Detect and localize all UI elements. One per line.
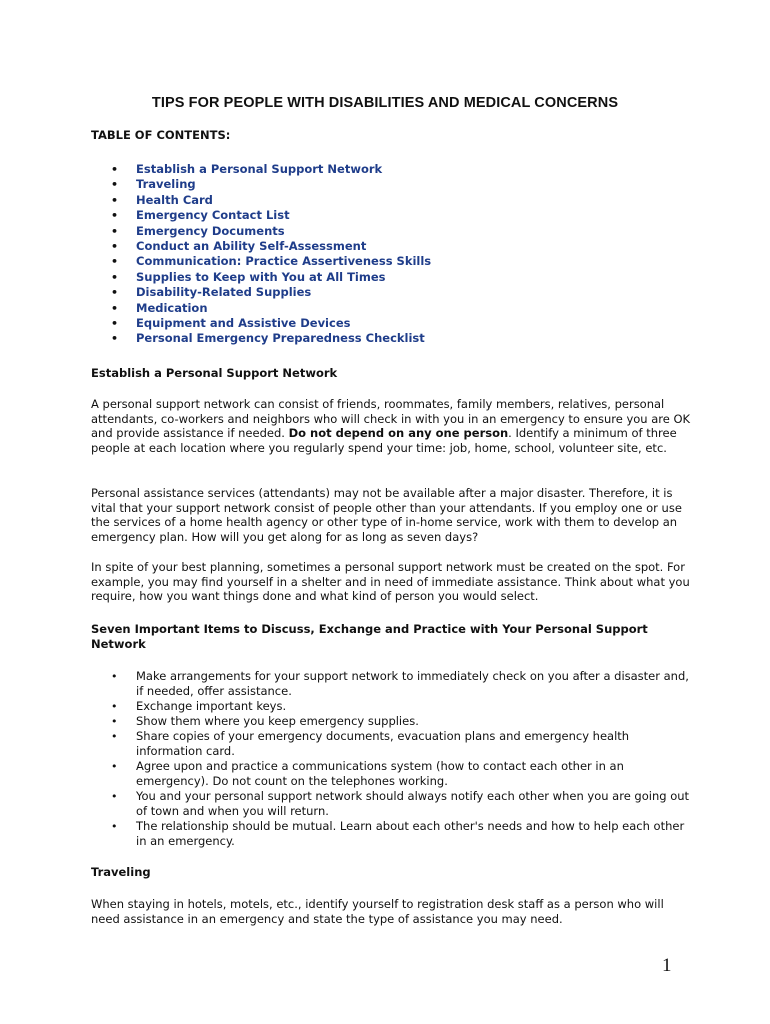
bullet-icon: • bbox=[111, 178, 119, 192]
toc-link-emergency-contact-list[interactable]: Emergency Contact List bbox=[136, 208, 290, 223]
list-item bbox=[91, 714, 691, 729]
section-heading-traveling: Traveling bbox=[91, 865, 151, 879]
toc-link-health-card[interactable]: Health Card bbox=[136, 192, 213, 207]
toc-link-traveling[interactable]: Traveling bbox=[136, 177, 196, 192]
toc-item bbox=[91, 162, 431, 177]
list-item-text: You and your personal support network should always notify each other when you are going out of town and when you will return. bbox=[136, 789, 690, 818]
bullet-icon: • bbox=[111, 239, 119, 253]
toc-item bbox=[91, 224, 431, 239]
toc-link-equipment[interactable]: Equipment and Assistive Devices bbox=[136, 315, 351, 330]
list-item-text: Agree upon and practice a communications system (how to contact each other in an emergency). Do not count on the telephones working. bbox=[136, 759, 624, 788]
bullet-icon: • bbox=[111, 760, 118, 773]
bullet-icon: • bbox=[111, 700, 118, 713]
list-item bbox=[91, 789, 691, 819]
section-heading-support-network: Establish a Personal Support Network bbox=[91, 366, 338, 380]
section-heading-seven-items: Seven Important Items to Discuss, Exchange and Practice with Your Personal Support Network bbox=[91, 622, 648, 651]
emphasis-text: Do not depend on any one person bbox=[288, 426, 509, 441]
toc-link-checklist[interactable]: Personal Emergency Preparedness Checklist bbox=[136, 331, 425, 346]
toc-heading: TABLE OF CONTENTS: bbox=[91, 128, 231, 142]
paragraph-text: . Identify a minimum of three people at each location where you regularly spend your time: job, home, school, volunteer site, etc. bbox=[91, 426, 677, 455]
toc-link-communication[interactable]: Communication: Practice Assertiveness Skills bbox=[136, 254, 432, 269]
paragraph bbox=[91, 397, 691, 455]
toc-item bbox=[91, 208, 431, 223]
toc-link-medication[interactable]: Medication bbox=[136, 300, 208, 315]
toc-link-emergency-documents[interactable]: Emergency Documents bbox=[136, 223, 285, 238]
toc-item bbox=[91, 331, 431, 346]
paragraph: Personal assistance services (attendants) may not be available after a major disaster. Therefore, it is vital that your support network consist of people other than your attendants. If you employ one or use the services of a home health agency or other type of in-home service, work with them to develop an emergency plan. How will you get along for as long as seven days? bbox=[91, 486, 682, 544]
list-item-text: Show them where you keep emergency supplies. bbox=[136, 714, 419, 728]
list-item bbox=[91, 669, 691, 699]
bullet-icon: • bbox=[111, 209, 119, 223]
list-item bbox=[91, 819, 691, 849]
bullet-icon: • bbox=[111, 790, 118, 803]
list-item bbox=[91, 729, 691, 759]
bullet-icon: • bbox=[111, 270, 119, 284]
paragraph-text: A personal support network can consist of friends, roommates, family members, relatives, personal attendants, co-workers and neighbors who will check in with you in an emergency to ensure you are OK and provide assistance if needed. bbox=[91, 397, 691, 441]
list-item-text: Make arrangements for your support network to immediately check on you after a disaster and, if needed, offer assistance. bbox=[136, 669, 689, 698]
bullet-icon: • bbox=[111, 316, 119, 330]
toc-item bbox=[91, 285, 431, 300]
bullet-icon: • bbox=[111, 163, 119, 176]
bullet-icon: • bbox=[111, 332, 119, 346]
toc-link-supplies-all-times[interactable]: Supplies to Keep with You at All Times bbox=[136, 269, 386, 284]
toc-item bbox=[91, 177, 431, 192]
toc-item bbox=[91, 193, 431, 208]
bullet-icon: • bbox=[111, 820, 118, 833]
document-title: TIPS FOR PEOPLE WITH DISABILITIES AND MEDICAL CONCERNS bbox=[151, 95, 619, 111]
list-item bbox=[91, 699, 691, 714]
list-item bbox=[91, 759, 691, 789]
toc-item bbox=[91, 316, 431, 331]
bullet-icon: • bbox=[111, 255, 119, 269]
toc-link-disability-supplies[interactable]: Disability-Related Supplies bbox=[136, 285, 312, 300]
list-item-text: Exchange important keys. bbox=[136, 699, 287, 713]
bullet-icon: • bbox=[111, 730, 118, 743]
paragraph: In spite of your best planning, sometimes a personal support network must be created on the spot. For example, you may find yourself in a shelter and in need of immediate assistance. Think about what you require, how you want things done and what kind of person you would select. bbox=[91, 560, 690, 604]
bullet-icon: • bbox=[111, 301, 119, 315]
table-of-contents bbox=[91, 162, 431, 347]
toc-item bbox=[91, 239, 431, 254]
list-item-text: Share copies of your emergency documents, evacuation plans and emergency health information card. bbox=[136, 729, 630, 758]
toc-link-self-assessment[interactable]: Conduct an Ability Self-Assessment bbox=[136, 238, 367, 253]
bullet-icon: • bbox=[111, 224, 119, 238]
toc-item bbox=[91, 301, 431, 316]
seven-items-list bbox=[91, 669, 691, 849]
page-number: 1 bbox=[662, 955, 672, 976]
toc-item bbox=[91, 254, 431, 269]
toc-link-support-network[interactable]: Establish a Personal Support Network bbox=[136, 162, 383, 176]
bullet-icon: • bbox=[111, 286, 119, 300]
toc-item bbox=[91, 270, 431, 285]
paragraph: When staying in hotels, motels, etc., identify yourself to registration desk staff as a person who will need assistance in an emergency and state the type of assistance you may need. bbox=[91, 897, 664, 926]
bullet-icon: • bbox=[111, 670, 118, 683]
bullet-icon: • bbox=[111, 193, 119, 207]
bullet-icon: • bbox=[111, 715, 118, 728]
list-item-text: The relationship should be mutual. Learn about each other's needs and how to help each other in an emergency. bbox=[136, 819, 685, 848]
